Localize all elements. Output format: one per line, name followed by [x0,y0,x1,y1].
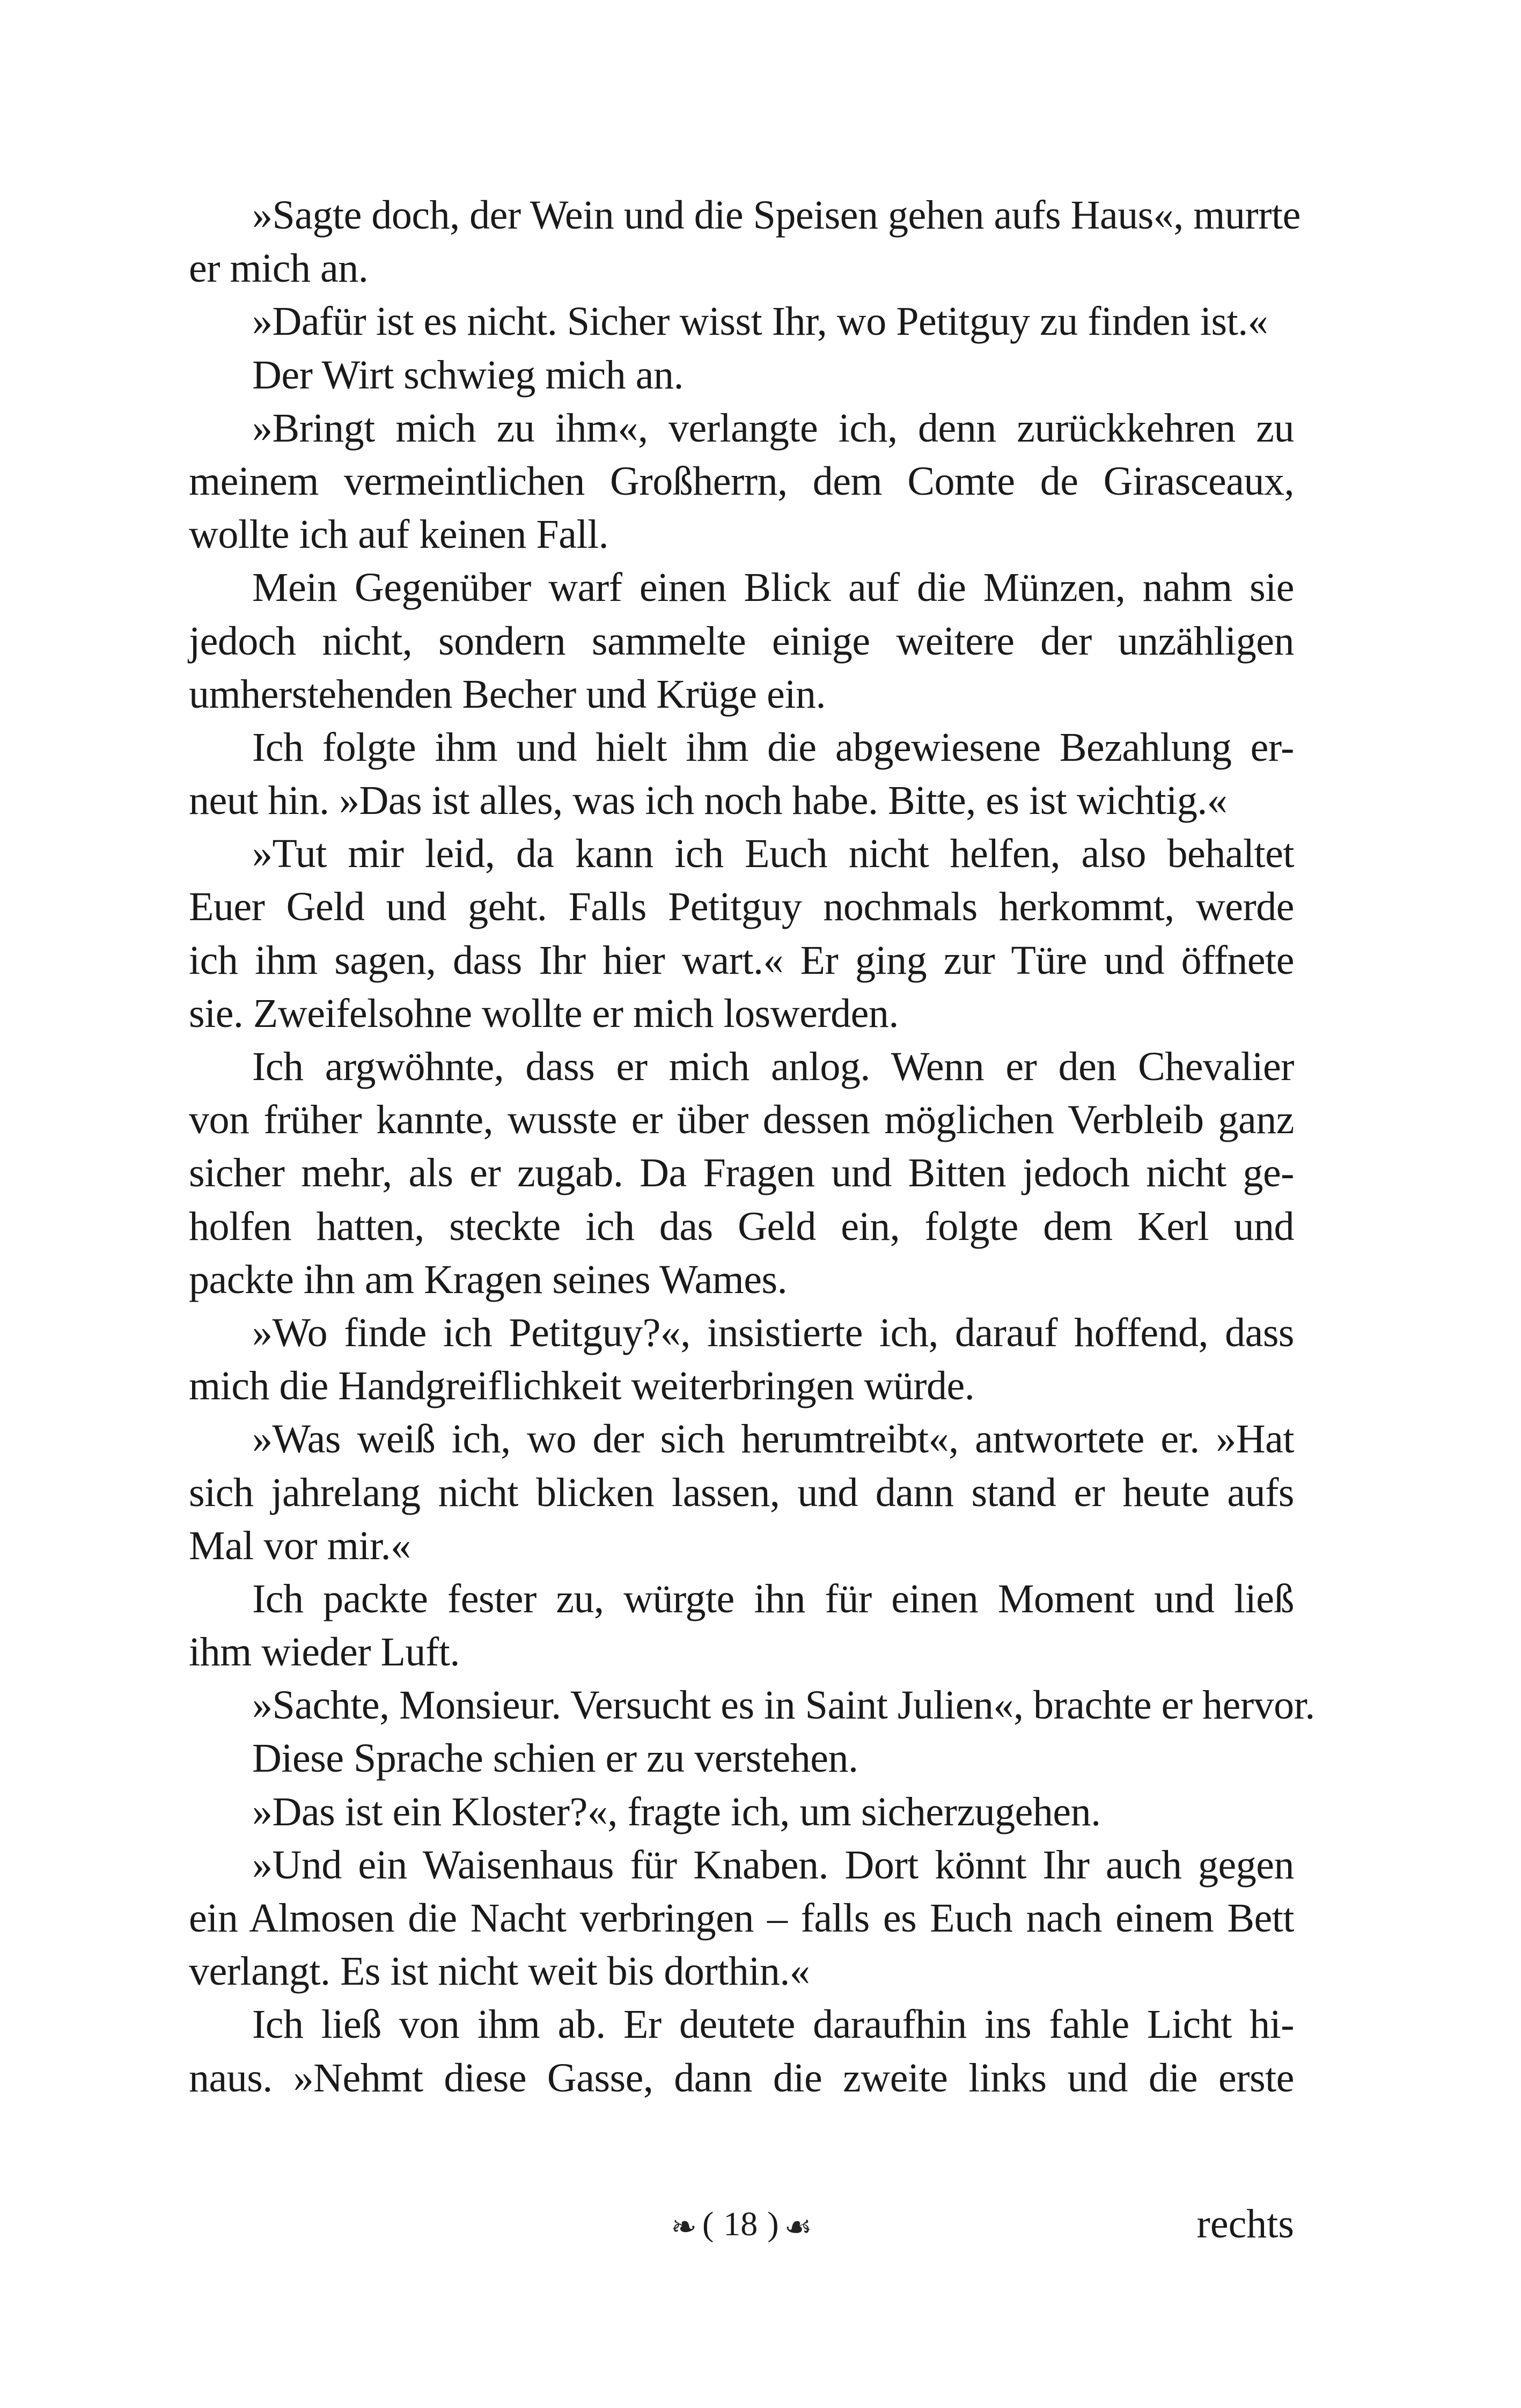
text-line: neut hin. »Das ist alles, was ich noch habe. Bitte, es ist wichtig.« [189,778,1228,824]
ornament-left-icon: ❧ [671,2209,697,2245]
text-line: sich jahrelang nicht blicken lassen, und dann stand er heute aufs [189,1470,1294,1515]
text-line: von früher kannte, wusste er über dessen möglichen Verbleib ganz [189,1097,1294,1143]
text-line: wollte ich auf keinen Fall. [189,512,609,557]
page-number-group [189,2194,1294,2257]
text-line: »Sachte, Monsieur. Versucht es in Saint Julien«, brachte er hervor. [252,1683,1315,1728]
text-line: »Wo finde ich Petitguy?«, insistierte ich, darauf hoffend, dass [252,1310,1294,1355]
page-number: 18 [723,2205,758,2243]
text-line: ihm wieder Luft. [189,1629,460,1675]
text-line: »Bringt mich zu ihm«, verlangte ich, denn zurückkehren zu [252,405,1294,451]
text-line: mich die Handgreiflichkeit weiterbringen würde. [189,1363,975,1409]
text-line: »Und ein Waisenhaus für Knaben. Dort könnt Ihr auch gegen [252,1842,1294,1888]
text-line: er mich an. [189,246,369,291]
text-line: umherstehenden Becher und Krüge ein. [189,671,826,717]
text-line: »Dafür ist es nicht. Sicher wisst Ihr, wo Petitguy zu finden ist.« [252,299,1268,344]
text-line: verlangt. Es ist nicht weit bis dorthin.« [189,1949,810,1994]
text-line: »Tut mir leid, da kann ich Euch nicht helfen, also behaltet [252,831,1294,877]
text-line: Diese Sprache schien er zu verstehen. [252,1736,858,1781]
text-line: ich ihm sagen, dass Ihr hier wart.« Er ging zur Türe und öffnete [189,937,1294,983]
text-line: jedoch nicht, sondern sammelte einige weitere der unzähligen [189,618,1294,664]
text-line: Ich ließ von ihm ab. Er deutete daraufhin ins fahle Licht hi- [252,2002,1294,2047]
text-line: Der Wirt schwieg mich an. [252,352,684,398]
text-line: sie. Zweifelsohne wollte er mich loswerden. [189,990,899,1036]
text-line: »Sagte doch, der Wein und die Speisen gehen aufs Haus«, murrte [252,193,1300,238]
text-line: holfen hatten, steckte ich das Geld ein, folgte dem Kerl und [189,1203,1294,1249]
text-line: ein Almosen die Nacht verbringen – falls es Euch nach einem Bett [189,1896,1294,1941]
text-line: sicher mehr, als er zugab. Da Fragen und Bitten jedoch nicht ge- [189,1150,1294,1196]
page-footer [189,2194,1294,2253]
text-line: Mal vor mir.« [189,1523,411,1568]
text-line: Mein Gegenüber warf einen Blick auf die Münzen, nahm sie [252,565,1294,611]
catchword: rechts [1196,2201,1294,2247]
text-line: »Das ist ein Kloster?«, fragte ich, um sicherzugehen. [252,1789,1101,1834]
paren-open: ( [702,2205,714,2243]
text-line: Euer Geld und geht. Falls Petitguy nochmals herkommt, werde [189,884,1294,930]
text-line: »Was weiß ich, wo der sich herumtreibt«, antwortete er. »Hat [252,1416,1294,1462]
paren-close: ) [767,2205,779,2243]
text-line: Ich folgte ihm und hielt ihm die abgewiesene Bezahlung er- [252,724,1294,770]
body-text [189,189,1315,2105]
text-line: Ich argwöhnte, dass er mich anlog. Wenn er den Chevalier [252,1044,1294,1089]
text-line: naus. »Nehmt diese Gasse, dann die zweite links und die erste [189,2055,1294,2101]
ornament-right-icon: ☙ [784,2209,812,2245]
text-line: Ich packte fester zu, würgte ihn für einen Moment und ließ [252,1576,1294,1621]
text-line: meinem vermeintlichen Großherrn, dem Comte de Girasceaux, [189,458,1294,504]
text-line: packte ihn am Kragen seines Wames. [189,1257,788,1302]
